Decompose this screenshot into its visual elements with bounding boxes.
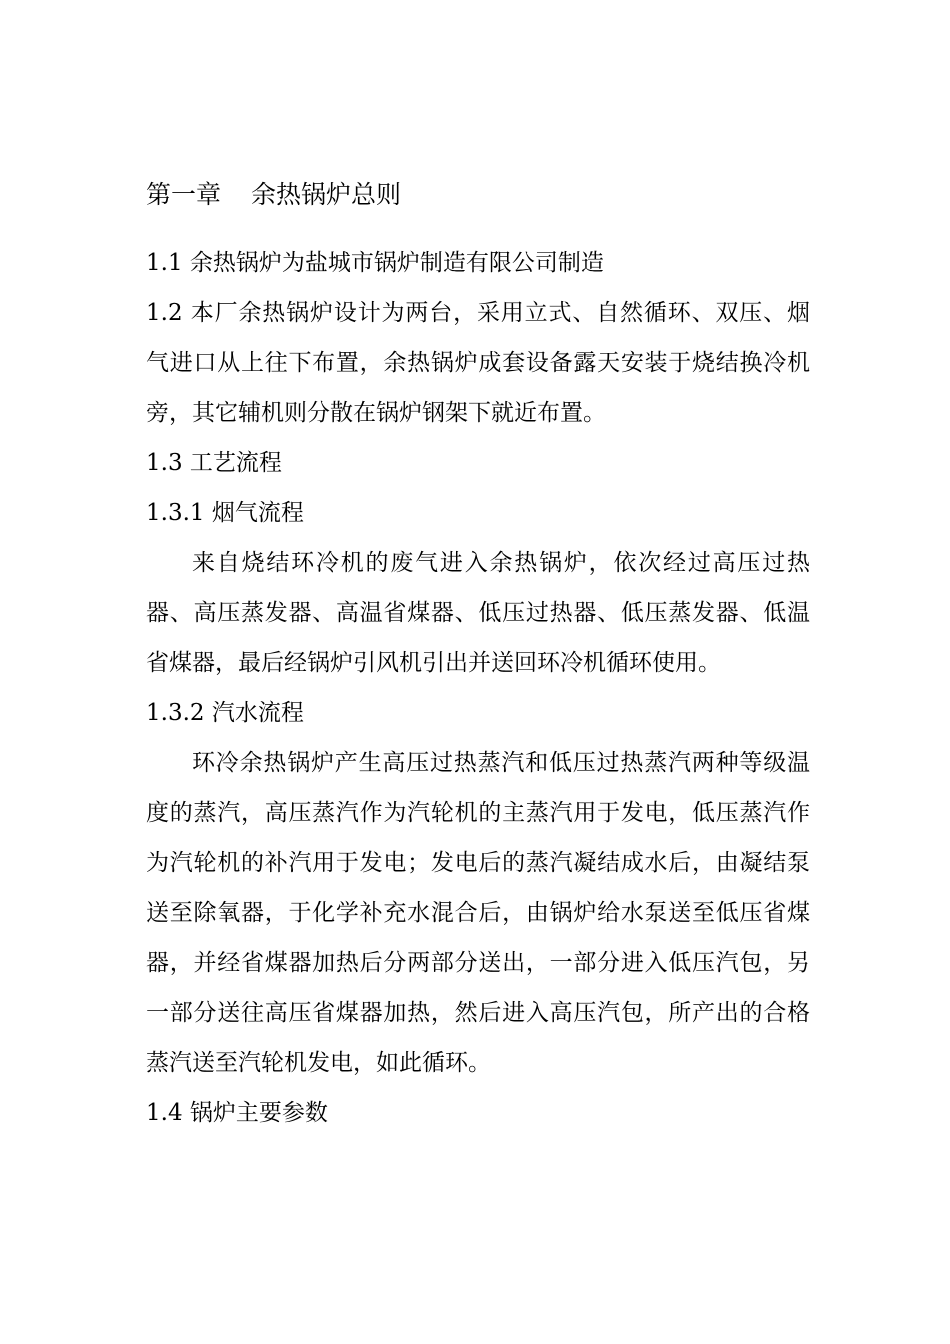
section-1-4-heading: 1.4 锅炉主要参数 [146, 1100, 328, 1126]
chapter-title: 余热锅炉总则 [251, 180, 402, 209]
flue-gas-flow-paragraph: 来自烧结环冷机的废气进入余热锅炉，依次经过高压过热器、高压蒸发器、高温省煤器、低压过热器、低压蒸发器、低温省煤器，最后经锅炉引风机引出并送回环冷机循环使用。 [146, 550, 810, 676]
section-1-2: 1.2 本厂余热锅炉设计为两台，采用立式、自然循环、双压、烟气进口从上往下布置，余热锅炉成套设备露天安装于烧结换冷机旁，其它辅机则分散在锅炉钢架下就近布置。 [146, 300, 810, 426]
document-body [146, 170, 810, 1138]
chapter-heading [146, 170, 810, 220]
section-1-3-2-heading: 1.3.2 汽水流程 [146, 700, 304, 726]
steam-water-flow-paragraph: 环冷余热锅炉产生高压过热蒸汽和低压过热蒸汽两种等级温度的蒸汽，高压蒸汽作为汽轮机的主蒸汽用于发电，低压蒸汽作为汽轮机的补汽用于发电；发电后的蒸汽凝结成水后，由凝结泵送至除氧器，于化学补充水混合后，由锅炉给水泵送至低压省煤器，并经省煤器加热后分两部分送出，一部分进入低压汽包，另一部分送往高压省煤器加热，然后进入高压汽包，所产出的合格蒸汽送至汽轮机发电，如此循环。 [146, 750, 810, 1076]
chapter-number: 第一章 [146, 180, 222, 209]
section-1-3-1-heading: 1.3.1 烟气流程 [146, 500, 304, 526]
section-1-1: 1.1 余热锅炉为盐城市锅炉制造有限公司制造 [146, 250, 604, 276]
section-1-3-heading: 1.3 工艺流程 [146, 450, 282, 476]
